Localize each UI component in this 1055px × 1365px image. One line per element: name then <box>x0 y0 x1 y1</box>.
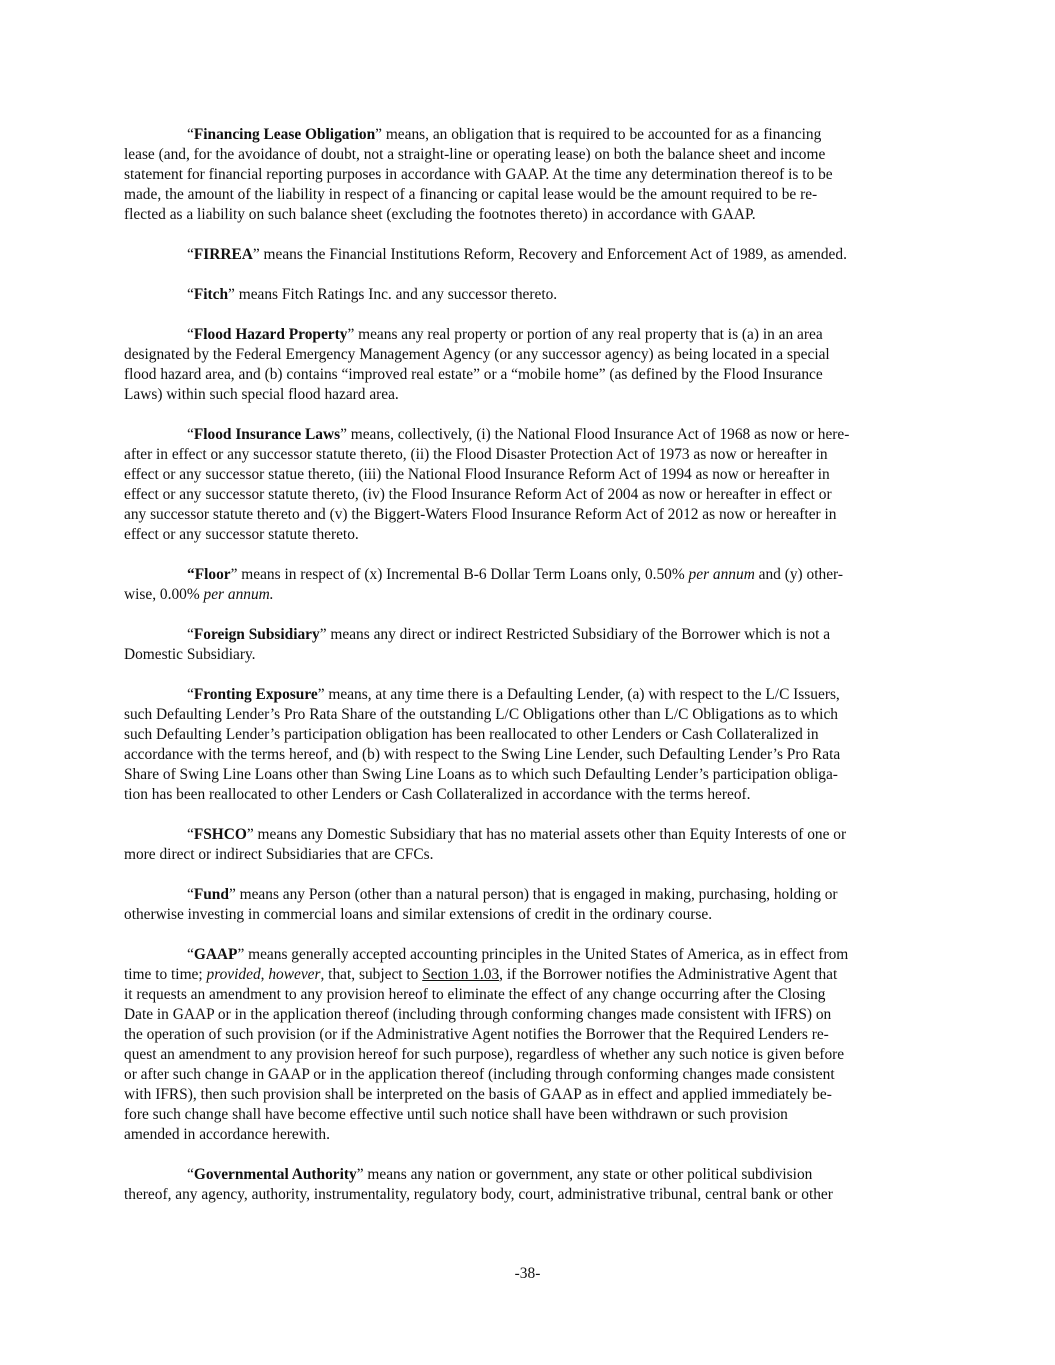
term-foreign-subsidiary: Foreign Subsidiary <box>193 626 320 643</box>
open-quote: “ <box>187 126 194 143</box>
open-quote: “ <box>187 426 194 443</box>
italic-per-annum: per annum. <box>203 586 274 603</box>
definition-governmental-authority <box>124 1165 934 1205</box>
definition-text: ” means Fitch Ratings Inc. and any successor thereto. <box>228 286 558 303</box>
definition-gaap <box>124 945 934 1145</box>
term-gaap: GAAP <box>193 946 238 963</box>
term-fshco: FSHCO <box>193 826 247 843</box>
definition-text: ” means any Domestic Subsidiary that has no material assets other than Equity Interests of one or more direct or indirect Subsidiaries that are CFCs. <box>124 826 847 863</box>
definition-fronting-exposure <box>124 685 934 805</box>
term-flood-hazard-property: Flood Hazard Property <box>193 326 348 343</box>
open-quote: “ <box>187 326 194 343</box>
definition-fshco <box>124 825 934 865</box>
open-quote: “ <box>187 1166 194 1183</box>
open-quote: “ <box>187 626 194 643</box>
definition-text: ” means any nation or government, any state or other political subdivision thereof, any agency, authority, instrumentality, regulatory body, court, administrative tribunal, central bank or other <box>124 1166 833 1203</box>
italic-provided: provided <box>206 966 261 983</box>
term-fronting-exposure: Fronting Exposure <box>193 686 318 703</box>
open-quote: “ <box>187 246 194 263</box>
italic-per-annum: per annum <box>688 566 755 583</box>
definition-text: and (y) other- wise, 0.00% <box>124 566 843 603</box>
definition-text: ” means in respect of (x) Incremental B-6 Dollar Term Loans only, 0.50% <box>230 566 689 583</box>
definition-text: ” means any real property or portion of any real property that is (a) in an area designated by the Federal Emergency Management Agency (or any successor agency) as being located in a special flood hazard area, and (b) contains “improved real estate” or a “mobile home” (as defined by the Flood Insurance Laws) within such special flood hazard area. <box>124 326 830 403</box>
term-fund: Fund <box>193 886 229 903</box>
definition-text: ” means generally accepted accounting principles in the United States of America, as in effect from time to time; <box>124 946 849 983</box>
definition-fitch <box>124 285 934 305</box>
open-quote: “ <box>187 566 195 583</box>
definition-text: ” means, an obligation that is required to be accounted for as a financing lease (and, for the avoidance of doubt, not a straight-line or operating lease) on both the balance sheet and income statement for financial reporting purposes in accordance with GAAP. At the time any determination thereof is to be made, the amount of the liability in respect of a financing or capital lease would be the amount required to be re- flected as a liability on such balance sheet (excluding the footnotes thereto) in accordance with GAAP. <box>124 126 833 223</box>
definition-text: ” means any direct or indirect Restricted Subsidiary of the Borrower which is not a Domestic Subsidiary. <box>124 626 831 663</box>
open-quote: “ <box>187 886 194 903</box>
definition-text: , <box>260 966 269 983</box>
definition-flood-insurance-laws <box>124 425 934 545</box>
term-governmental-authority: Governmental Authority <box>193 1166 357 1183</box>
page-number: -38- <box>514 1265 541 1282</box>
definition-text: ” means the Financial Institutions Reform, Recovery and Enforcement Act of 1989, as amended. <box>252 246 847 263</box>
open-quote: “ <box>187 826 194 843</box>
open-quote: “ <box>187 286 194 303</box>
term-financing-lease-obligation: Financing Lease Obligation <box>193 126 376 143</box>
definition-foreign-subsidiary <box>124 625 934 665</box>
open-quote: “ <box>187 946 194 963</box>
definition-flood-hazard-property <box>124 325 934 405</box>
definition-firrea <box>124 245 934 265</box>
definition-text: , that, subject to <box>320 966 423 983</box>
term-flood-insurance-laws: Flood Insurance Laws <box>193 426 341 443</box>
term-firrea: FIRREA <box>193 246 253 263</box>
open-quote: “ <box>187 686 194 703</box>
definition-text: , if the Borrower notifies the Administrative Agent that it requests an amendment to any provision hereof to eliminate the effect of any change occurring after the Closing Date in GAAP or in the application thereof (including through conforming changes made consistent with IFRS) on the operation of such provision (or if the Administrative Agent notifies the Borrower that the Required Lenders re- quest an amendment to any provision hereof for such purpose), regardless of whether any such notice is given before or after such change in GAAP or in the application thereof (including through conforming changes made consistent with IFRS), then such provision shall be interpreted on the basis of GAAP as in effect and applied immediately be- fore such change shall have become effective until such notice shall have been withdrawn or such provision amended in accordance herewith. <box>124 966 845 1143</box>
term-floor: Floor <box>194 566 231 583</box>
definition-fund <box>124 885 934 925</box>
definition-text: ” means any Person (other than a natural person) that is engaged in making, purchasing, holding or otherwise investing in commercial loans and similar extensions of credit in the ordinary course. <box>124 886 838 923</box>
definition-financing-lease-obligation <box>124 125 934 225</box>
definition-text: ” means, collectively, (i) the National Flood Insurance Act of 1968 as now or here- after in effect or any successor statute thereto, (ii) the Flood Disaster Protection Act of 1973 as now or hereafter in effect or any successor statue thereto, (iii) the National Flood Insurance Reform Act of 1994 as now or hereafter in effect or any successor statute thereto, (iv) the Flood Insurance Reform Act of 2004 as now or hereafter in effect or any successor statute thereto and (v) the Biggert-Waters Flood Insurance Reform Act of 2012 as now or hereafter in effect or any successor statute thereto. <box>124 426 850 543</box>
italic-however: however <box>268 966 321 983</box>
term-fitch: Fitch <box>193 286 229 303</box>
definition-floor <box>124 565 934 605</box>
section-reference-link[interactable]: Section 1.03 <box>422 966 500 983</box>
definition-text: ” means, at any time there is a Defaulting Lender, (a) with respect to the L/C Issuers, such Defaulting Lender’s Pro Rata Share of the outstanding L/C Obligations other than L/C Obligations as to which such Defaulting Lender’s participation obligation has been reallocated to other Lenders or Cash Collateralized in accordance with the terms hereof, and (b) with respect to the Swing Line Lender, such Defaulting Lender’s Pro Rata Share of Swing Line Loans other than Swing Line Loans as to which such Defaulting Lender’s participation obliga- tion has been reallocated to other Lenders or Cash Collateralized in accordance with the terms hereof. <box>124 686 841 803</box>
document-page <box>124 125 934 1225</box>
